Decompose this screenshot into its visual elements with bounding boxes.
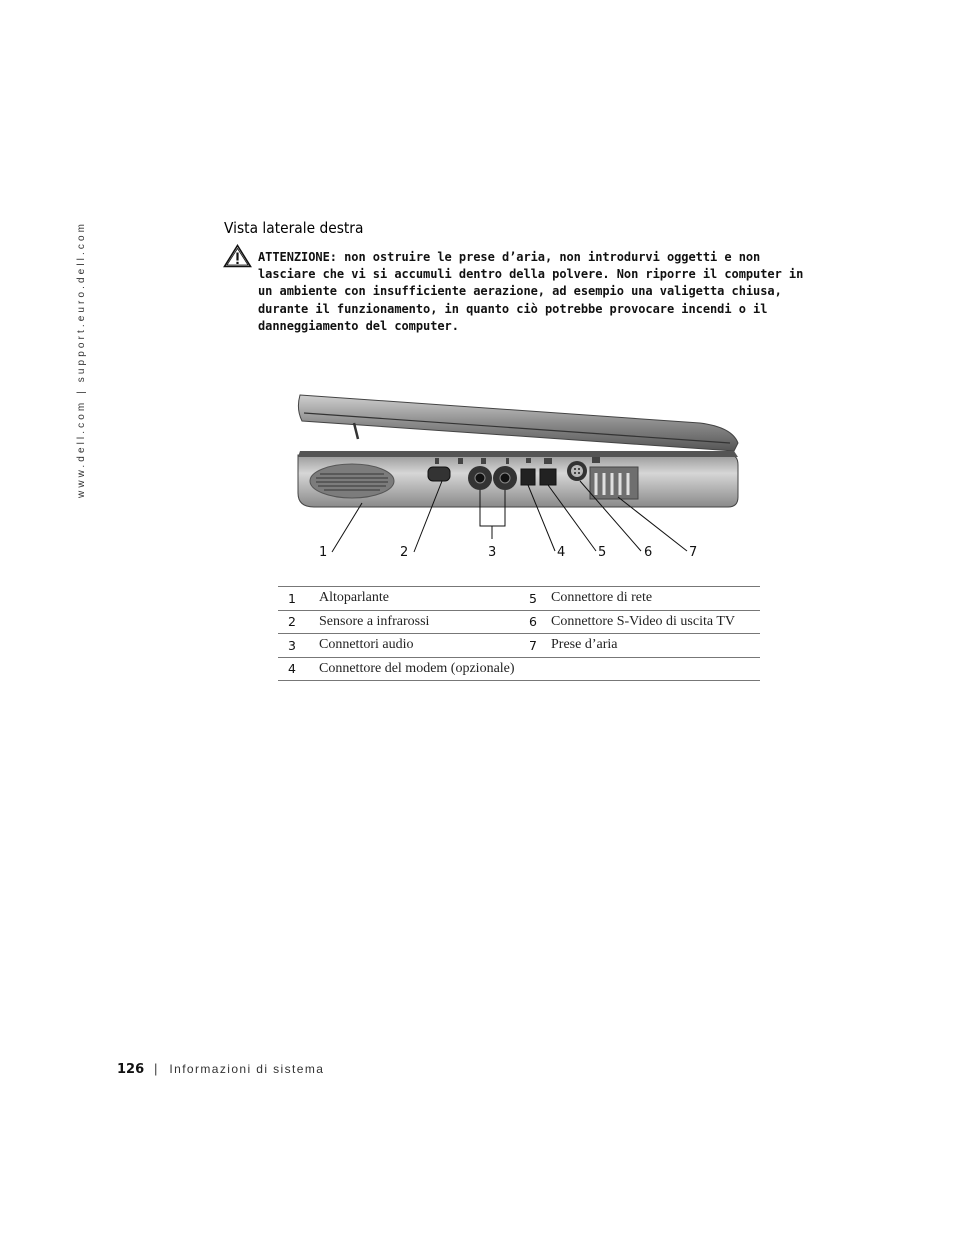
legend-num: 3 [278,634,319,658]
legend-label: Connettore S-Video di uscita TV [551,610,760,634]
legend-label: Sensore a infrarossi [319,610,529,634]
section-title: Vista laterale destra [224,219,364,237]
callout-6: 6 [644,545,653,560]
legend-label: Connettori audio [319,634,529,658]
legend-label: Connettore del modem (opzionale) [319,657,529,681]
footer-separator: | [154,1062,158,1076]
page-footer [117,1062,324,1077]
legend-num: 4 [278,657,319,681]
modem-connector [521,469,535,485]
legend-table [278,586,760,681]
page-number: 126 [117,1062,145,1077]
legend-label: Prese d’aria [551,634,760,658]
legend-num [529,657,551,681]
legend-label: Connettore di rete [551,587,760,611]
laptop-right-side-figure [290,385,750,565]
callout-7: 7 [689,545,698,560]
legend-label [551,657,760,681]
table-row [278,610,760,634]
chapter-title: Informazioni di sistema [169,1062,325,1076]
legend-num: 6 [529,610,551,634]
network-connector [540,469,556,485]
warning-notice [258,249,818,335]
legend-num: 2 [278,610,319,634]
callout-2: 2 [400,545,409,560]
table-row [278,634,760,658]
legend-num: 7 [529,634,551,658]
callout-5: 5 [598,545,607,560]
table-row [278,657,760,681]
side-url: www.dell.com | support.euro.dell.com [76,220,87,498]
warning-text: non ostruire le prese d’aria, non introdurvi oggetti e non lasciare che vi si accumuli dentro della polvere. Non riporre il computer in un ambiente con insufficiente aerazione, ad esempio una valigetta chiusa, durante il funzionamento, in quanto ciò potrebbe provocare incendi o il danneggiamento del computer. [258,250,804,333]
callout-4: 4 [557,545,566,560]
speaker-grille [310,464,394,498]
legend-label: Altoparlante [319,587,529,611]
callout-3: 3 [488,545,497,560]
air-vents [590,467,638,499]
s-video-connector [567,461,587,481]
infrared-sensor [428,467,450,481]
legend-num: 5 [529,587,551,611]
warning-triangle-icon [223,244,252,268]
table-row [278,587,760,611]
warning-label: ATTENZIONE: [258,250,337,264]
laptop-lid [298,395,738,451]
callout-1: 1 [319,545,328,560]
legend-num: 1 [278,587,319,611]
